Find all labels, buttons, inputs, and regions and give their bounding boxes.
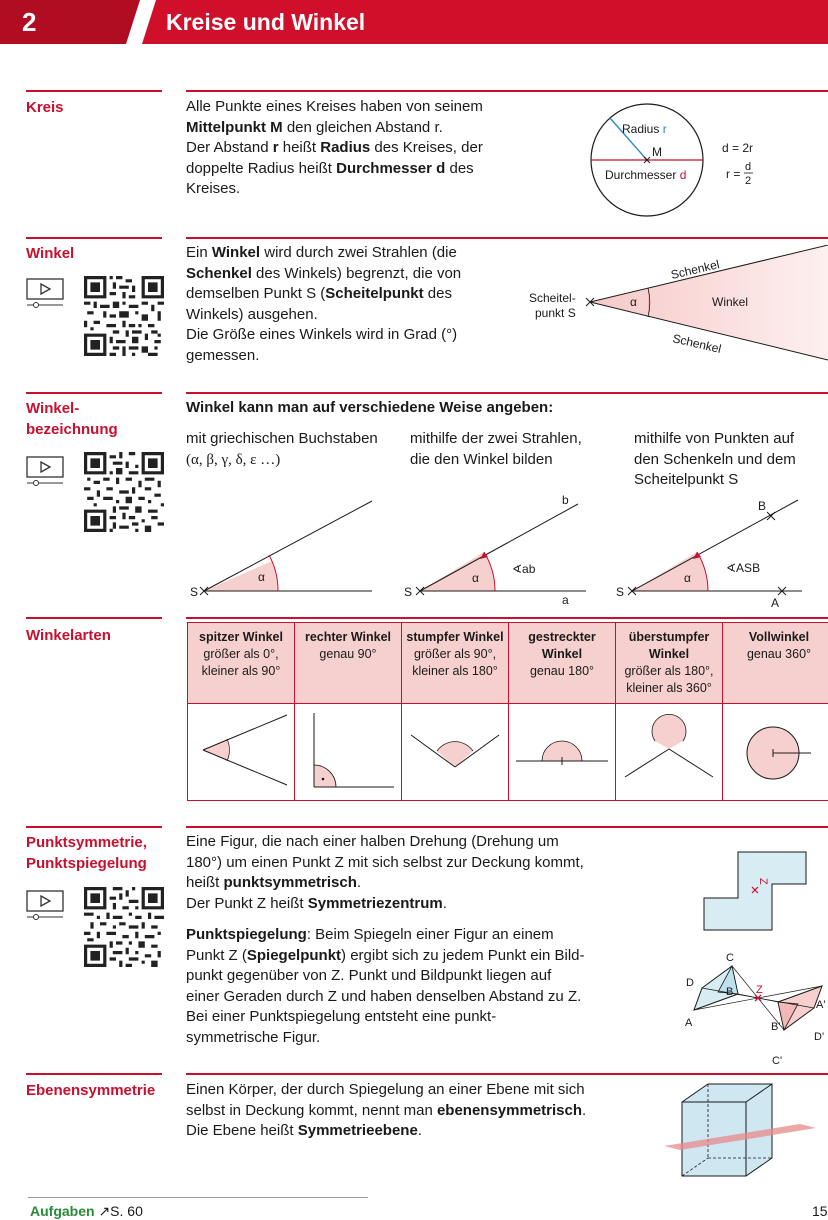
b-label: b	[562, 493, 569, 507]
schenkel-top-label: Schenkel	[669, 257, 721, 282]
punktsymmetrie-text: Eine Figur, die nach einer halben Drehung (Drehung um 180°) um einen Punkt Z mit sich selbst zur Deckung kommt, heißt punktsymmetrisch. Der Punkt Z heißt Symmetriezentrum.	[186, 833, 584, 912]
angle-figure-rays	[400, 490, 600, 610]
angle-figure-points	[612, 492, 822, 612]
scheitel-label-2: punkt S	[535, 306, 576, 320]
column-header-gestreckt: gestreckter Winkel genau 180°	[509, 623, 616, 704]
bezeichnung-col2: mithilfe der zwei Strahlen, die den Winkel bilden	[410, 430, 582, 468]
figure-gestreckt	[509, 704, 616, 801]
figure-stumpf	[402, 704, 509, 801]
center-label: M	[652, 145, 662, 159]
straight-angle-drawing	[512, 705, 612, 795]
header-slant	[126, 0, 156, 44]
column-header-spitz: spitzer Winkel größer als 0°, kleiner als 90°	[188, 623, 295, 704]
ebenensymmetrie-text: Einen Körper, der durch Spiegelung an einer Ebene mit sich selbst in Deckung kommt, nennt man ebenensymmetrisch. Die Ebene heißt Symmetrieebene.	[186, 1081, 587, 1140]
point-c-label: C	[726, 952, 734, 964]
column-header-ueberstumpf: überstumpfer Winkel größer als 180°, kleiner als 360°	[616, 623, 723, 704]
angle-figure-greek	[186, 495, 386, 605]
right-angle-drawing	[298, 705, 398, 795]
s-label: S	[616, 585, 625, 599]
alpha-label: α	[258, 570, 265, 584]
radius-label: Radius r	[622, 122, 667, 136]
column-header-recht: rechter Winkel genau 90°	[295, 623, 402, 704]
column-header-voll: Vollwinkel genau 360°	[723, 623, 828, 704]
qr-code-icon[interactable]	[84, 276, 164, 356]
section-label-ebenensymmetrie: Ebenensymmetrie	[26, 1082, 156, 1099]
section-divider-right	[186, 90, 828, 92]
qr-code-icon[interactable]	[84, 452, 164, 532]
kreis-text: Alle Punkte eines Kreises haben von seinem Mittelpunkt M den gleichen Abstand r. Der Abstand r heißt Radius des Kreises, der doppelte Radius heißt Durchmesser d des Kreises.	[186, 98, 483, 198]
bezeichnung-intro: Winkel kann man auf verschiedene Weise angeben:	[186, 399, 554, 416]
chapter-number-box	[0, 0, 140, 44]
point-a2-label: A'	[816, 999, 826, 1011]
point-d2-label: D'	[814, 1031, 825, 1043]
winkel-text: Ein Winkel wird durch zwei Strahlen (die Schenkel des Winkels) begrenzt, die von demselben Punkt S (Scheitelpunkt des Winkels) ausgehen. Die Größe eines Winkels wird in Grad (°) gemessen.	[186, 244, 462, 364]
z-center-label: Z	[756, 984, 763, 996]
column-header-stumpf: stumpfer Winkel größer als 90°, kleiner als 180°	[402, 623, 509, 704]
s-label: S	[404, 585, 413, 599]
section-divider-right	[186, 826, 828, 828]
formula-radius-den: 2	[745, 175, 752, 187]
page-number: 15	[812, 1203, 828, 1219]
point-a-label: A	[685, 1017, 693, 1029]
figure-spitz	[188, 704, 295, 801]
alpha-label: α	[472, 571, 479, 585]
obtuse-angle-drawing	[405, 705, 505, 795]
section-label-punktsymmetrie: Punktsymmetrie, Punktspiegelung	[26, 834, 147, 872]
punktspiegelung-text: Punktspiegelung: Beim Spiegeln einer Figur an einem Punkt Z (Spiegelpunkt) ergibt sich zu jedem Punkt ein Bild- punkt gegenüber von Z. Punkt und Bildpunkt liegen auf einer Geraden durch Z und haben denselben Abstand zu Z. Bei einer Punktspiegelung entsteht eine punkt- symmetrische Figur.	[186, 926, 585, 1046]
chapter-title: Kreise und Winkel	[166, 9, 366, 35]
section-divider-right	[186, 617, 828, 619]
diameter-label: Durchmesser d	[605, 168, 687, 182]
schenkel-bottom-label: Schenkel	[671, 331, 723, 357]
formula-diameter: d = 2r	[722, 141, 754, 155]
acute-angle-drawing	[191, 705, 291, 795]
plane-symmetric-prism	[660, 1080, 820, 1184]
winkelarten-table	[187, 622, 828, 801]
section-label-winkel: Winkel	[26, 245, 75, 262]
figure-voll	[723, 704, 828, 801]
section-divider-right	[186, 237, 828, 239]
point-d-label: D	[686, 977, 694, 989]
section-divider-left	[26, 826, 162, 828]
video-icon[interactable]	[26, 456, 66, 486]
point-b-label: B	[758, 499, 767, 513]
section-divider-left	[26, 617, 162, 619]
full-angle-drawing	[729, 705, 828, 795]
a-label: a	[562, 593, 569, 607]
section-divider-right	[186, 1073, 828, 1075]
kreis-figure	[585, 100, 815, 220]
point-b-label: B	[726, 986, 734, 998]
section-label-kreis: Kreis	[26, 99, 64, 116]
bezeichnung-col3: mithilfe von Punkten auf den Schenkeln und dem Scheitelpunkt S	[634, 430, 796, 489]
z-label: Z	[757, 878, 769, 885]
formula-radius-lhs: r =	[726, 167, 741, 181]
asb-label: ∢ASB	[726, 561, 761, 575]
alpha-label: α	[684, 571, 691, 585]
video-icon[interactable]	[26, 890, 66, 920]
figure-ueberstumpf	[616, 704, 723, 801]
section-divider-right	[186, 392, 828, 394]
footer-divider	[28, 1197, 368, 1198]
section-divider-left	[26, 90, 162, 92]
scheitel-label-1: Scheitel-	[529, 291, 576, 305]
point-symmetric-figure	[700, 848, 810, 936]
section-label-winkelarten: Winkelarten	[26, 627, 111, 644]
reflex-angle-drawing	[619, 705, 719, 795]
winkel-figure	[520, 245, 828, 365]
section-divider-left	[26, 237, 162, 239]
section-divider-left	[26, 392, 162, 394]
video-icon[interactable]	[26, 278, 66, 308]
figure-recht	[295, 704, 402, 801]
section-divider-left	[26, 1073, 162, 1075]
bezeichnung-col1: mit griechischen Buchstaben (α, β, γ, δ, ε …)	[186, 430, 378, 468]
footer-aufgaben-link[interactable]: Aufgaben ↗S. 60	[30, 1203, 143, 1219]
qr-code-icon[interactable]	[84, 887, 164, 967]
ab-label: ∢ab	[512, 562, 536, 576]
s-label: S	[190, 585, 199, 599]
point-b2-label: B'	[771, 1021, 781, 1033]
section-label-bezeichnung: Winkel- bezeichnung	[26, 400, 118, 438]
winkel-label: Winkel	[712, 295, 749, 309]
formula-radius-num: d	[745, 161, 752, 173]
point-reflection-figure	[680, 948, 828, 1068]
point-c2-label: C'	[772, 1055, 783, 1067]
point-a-label: A	[771, 596, 780, 610]
chapter-number: 2	[22, 7, 37, 37]
alpha-label: α	[630, 295, 637, 309]
